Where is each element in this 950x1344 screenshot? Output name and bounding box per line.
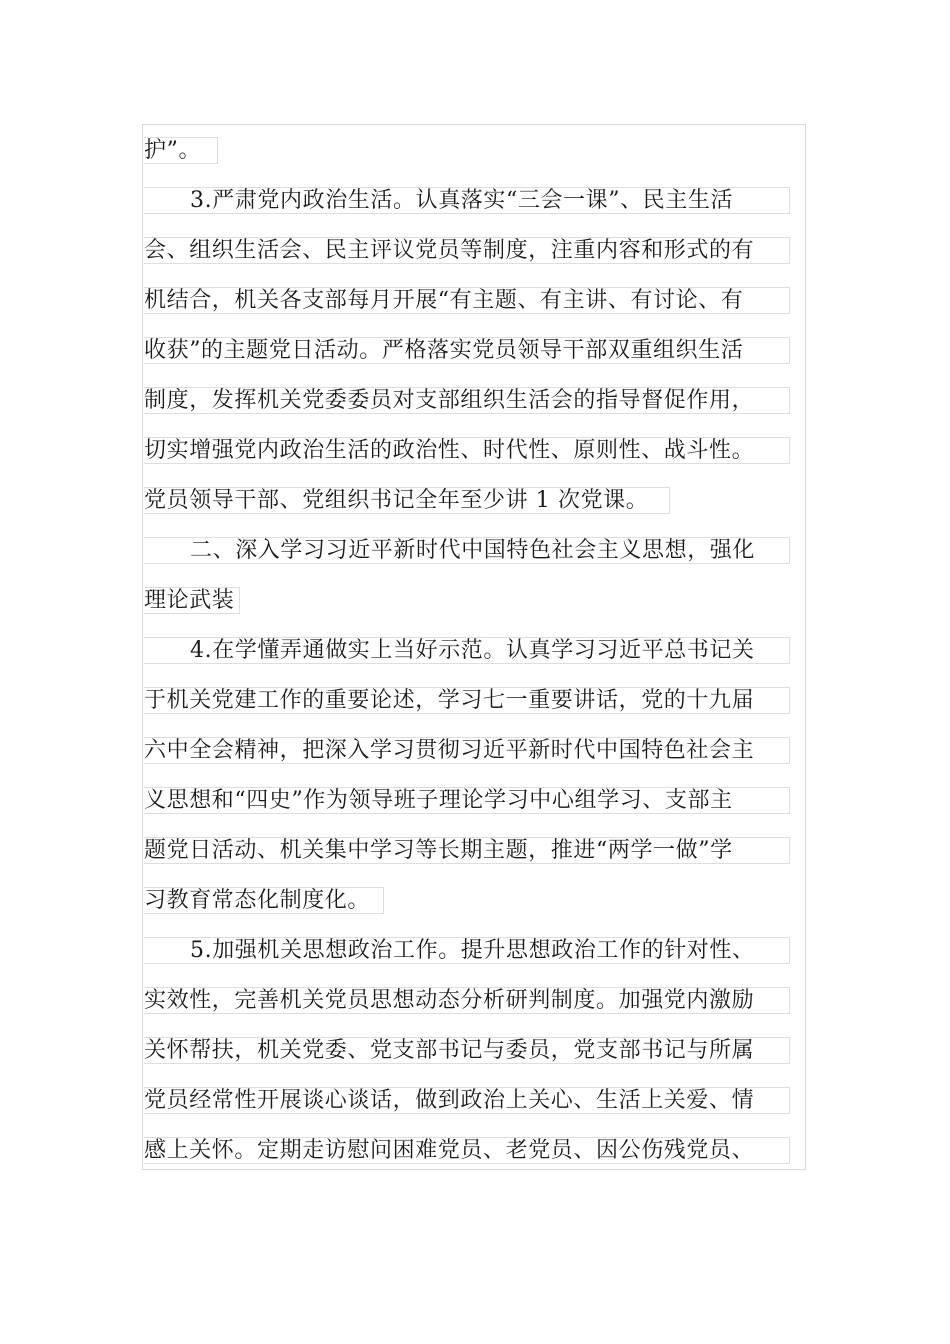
text-line: 收获”的主题党日活动。严格落实党员领导干部双重组织生活 — [144, 337, 790, 364]
text-line: 制度，发挥机关党委委员对支部组织生活会的指导督促作用， — [144, 387, 790, 414]
paragraph-5-heading-line: 5.加强机关思想政治工作。提升思想政治工作的针对性、 — [144, 937, 790, 964]
text-line: 感上关怀。定期走访慰问困难党员、老党员、因公伤残党员、 — [144, 1137, 790, 1164]
text-line: 六中全会精神，把深入学习贯彻习近平新时代中国特色社会主 — [144, 737, 790, 764]
text-line: 会、组织生活会、民主评议党员等制度，注重内容和形式的有 — [144, 237, 790, 264]
text-line: 党员领导干部、党组织书记全年至少讲 1 次党课。 — [144, 487, 670, 514]
text-line: 机结合，机关各支部每月开展“有主题、有主讲、有讨论、有 — [144, 287, 790, 314]
text-line: 切实增强党内政治生活的政治性、时代性、原则性、战斗性。 — [144, 437, 790, 464]
section-heading-line: 理论武装 — [144, 587, 240, 614]
text-line: 党员经常性开展谈心谈话，做到政治上关心、生活上关爱、情 — [144, 1087, 790, 1114]
text-line: 题党日活动、机关集中学习等长期主题，推进“两学一做”学 — [144, 837, 790, 864]
text-line: 关怀帮扶，机关党委、党支部书记与委员，党支部书记与所属 — [144, 1037, 790, 1064]
text-line: 护”。 — [144, 137, 218, 164]
paragraph-4-heading-line: 4.在学懂弄通做实上当好示范。认真学习习近平总书记关 — [144, 637, 790, 664]
text-line: 习教育常态化制度化。 — [144, 887, 384, 914]
text-line: 于机关党建工作的重要论述，学习七一重要讲话，党的十九届 — [144, 687, 790, 714]
paragraph-3-heading-line: 3.严肃党内政治生活。认真落实“三会一课”、民主生活 — [144, 187, 790, 214]
text-line: 义思想和“四史”作为领导班子理论学习中心组学习、支部主 — [144, 787, 790, 814]
section-heading-line: 二、深入学习习近平新时代中国特色社会主义思想，强化 — [144, 537, 790, 564]
text-line: 实效性，完善机关党员思想动态分析研判制度。加强党内激励 — [144, 987, 790, 1014]
